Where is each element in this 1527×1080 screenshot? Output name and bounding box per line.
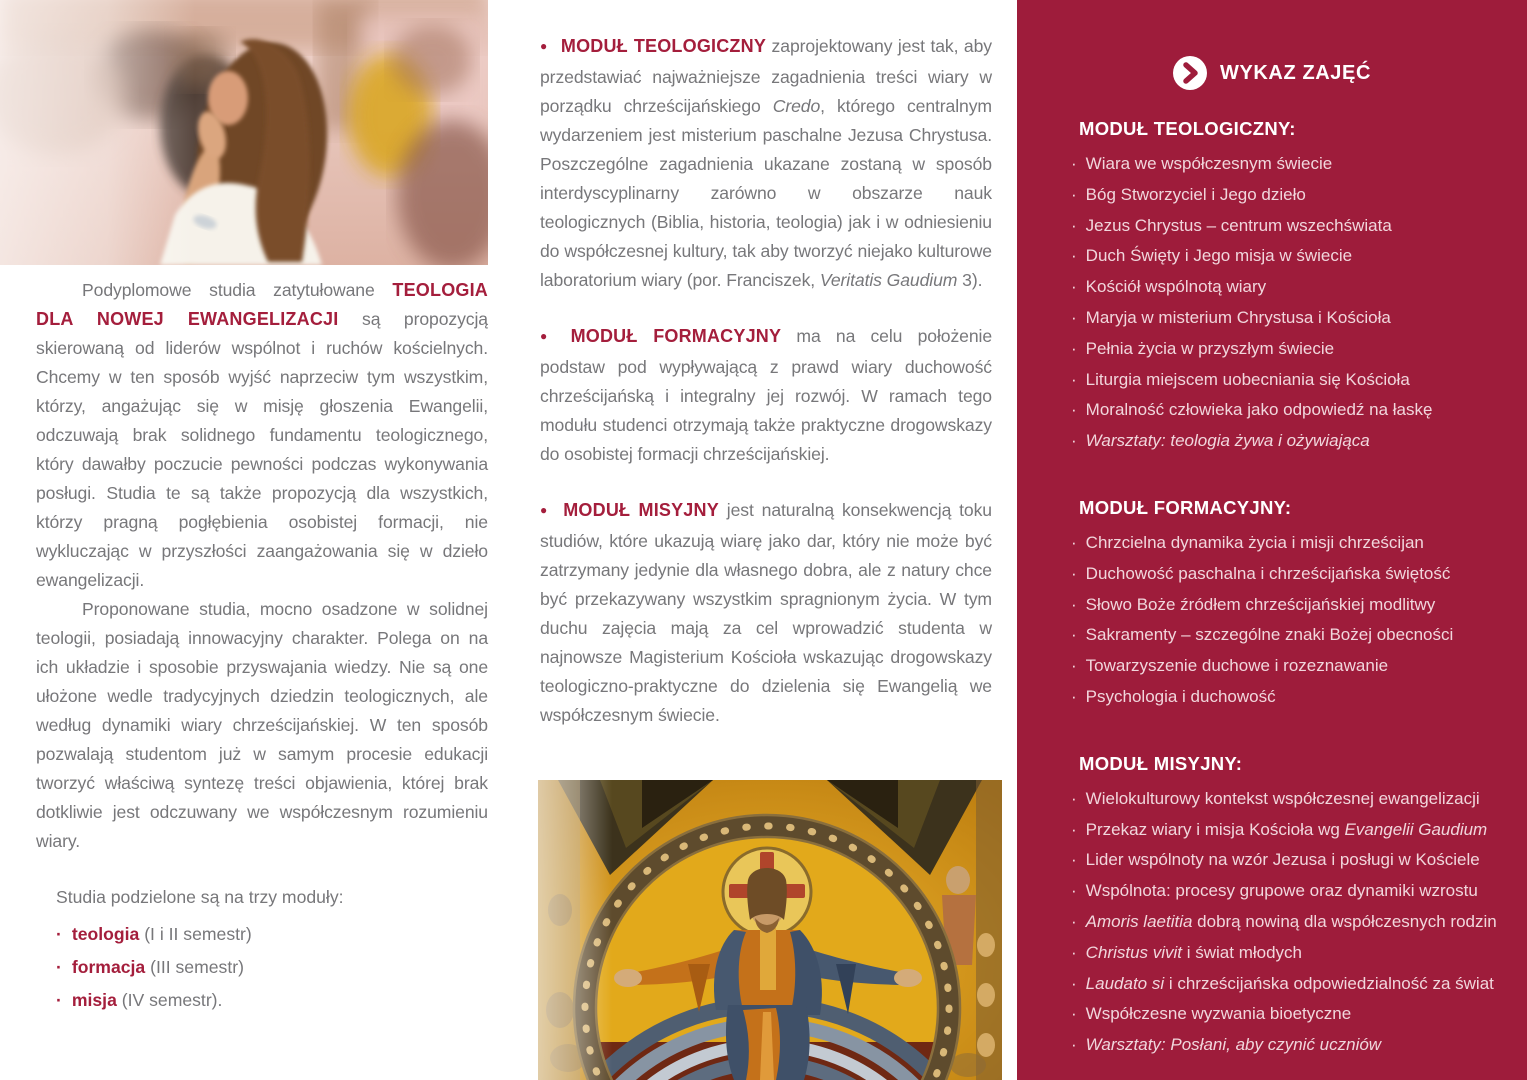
module-title-text: MODUŁ FORMACYJNY [570,326,782,346]
course-item-text: Towarzyszenie duchowe i rozeznawanie [1085,656,1389,676]
text-run: Credo [772,96,821,116]
bullet-icon: · [1071,594,1077,614]
panel-header [1017,0,1527,90]
module-name: formacja [71,957,146,977]
text-run: , którego centralnym wydarzeniem jest misterium paschalne Jezusa Chrystusa. Poszczególne zagadnienia ukazane zostaną w sposób interdyscyplinarny zarówno w obszarze nauk teologicznych (Biblia, historia, teologia) jak i w odniesieniu do współczesnej kultury, tak aby tworzyć niejako kulturowe laboratorium wiary (por. Franciszek, [540,96,992,290]
text-run: Veritatis Gaudium [819,270,958,290]
course-item-text: Pełnia życia w przyszłym świecie [1085,338,1335,358]
panel-title: WYKAZ ZAJĘĆ [1219,61,1372,84]
bullet-icon: · [1071,184,1077,204]
course-item-text: Maryja w misterium Chrystusa i Kościoła [1085,307,1391,327]
module-title-text: MODUŁ TEOLOGICZNY [560,36,767,56]
course-item [1071,395,1527,426]
course-item-text: Wiara we współczesnym świecie [1085,154,1333,173]
text-run: 3). [957,270,983,290]
course-list [1071,149,1527,457]
course-item [1071,365,1527,396]
course-item [1071,559,1527,590]
course-item [1071,845,1527,876]
bullet-icon: · [56,957,62,977]
course-item-text: Współczesne wyzwania bioetyczne [1085,1004,1352,1024]
module-bullet-item [56,984,488,1017]
bullet-icon: ● [540,39,548,53]
course-item-text: Lider wspólnoty na wzór Jezusa i posługi w Kościele [1085,850,1480,870]
bullet-icon: · [1071,819,1077,839]
text-run: ma na celu położenie podstaw pod wypływającą z prawd wiary duchowość chrześcijańską i integralny jej rozwój. W ramach tego modułu studenci otrzymają także praktyczne drogowskazy do osobistej formacji chrześcijańskiej. [540,326,992,464]
bullet-icon: · [1071,1035,1077,1055]
course-item [1071,334,1527,365]
bullet-icon: · [1071,911,1077,931]
course-item [1071,651,1527,682]
bullet-icon: · [1071,686,1077,706]
left-column [36,276,488,1017]
chevron-right-circle-icon [1173,56,1207,90]
bullet-icon: · [1071,881,1077,901]
bullet-icon: · [1071,400,1077,420]
course-item [1071,426,1527,457]
bullet-icon: · [1071,532,1077,552]
module-semester: (I i II semestr) [139,924,252,944]
module-name: misja [71,990,117,1010]
course-item [1071,815,1527,846]
course-item [1071,969,1527,1000]
bullet-icon: · [1071,788,1077,808]
module-name: teologia [71,924,140,944]
module-heading: MODUŁ FORMACYJNY: [1079,496,1292,518]
intro-paragraph [36,276,488,595]
course-item [1071,999,1527,1030]
text-run: jest naturalną konsekwencją toku studiów, które ukazują wiarę jako dar, który nie może być zatrzymany jedynie dla własnego dobra, ale z natury chce być przekazywany wszystkim spragnionym życia. W tym duchu zajęcia mają za cel wprowadzić studenta w najnowsze Magisterium Kościoła wskazując drogowskazy teologiczno-praktyczne do dzielenia się Ewangelią we współczesnym świecie. [540,500,992,725]
course-item-text: i świat młodych [1182,942,1303,962]
module-bullet-item [56,918,488,951]
module-formacyjny-paragraph [540,322,992,469]
course-module-section [1071,497,1527,713]
praying-woman-photo [0,0,488,265]
course-item-text: Chrzcielna dynamika życia i misji chrześcijan [1085,532,1424,552]
bullet-icon: · [1071,369,1077,389]
praying-woman-illustration [0,0,488,265]
course-item-text: Warsztaty: Posłani, aby czynić uczniów [1085,1035,1382,1055]
course-item [1071,149,1527,180]
bullet-icon: · [1071,307,1077,327]
course-item-text: Moralność człowieka jako odpowiedź na łaskę [1085,400,1433,420]
bullet-icon: · [1071,431,1077,451]
bullet-icon: · [1071,656,1077,676]
christ-mosaic-image [538,780,1002,1080]
course-item [1071,180,1527,211]
module-teologiczny-paragraph [540,32,992,295]
bullet-icon: · [1071,563,1077,583]
bullet-icon: · [1071,850,1077,870]
course-item-text: i chrześcijańska odpowiedzialność za świat [1164,973,1494,993]
course-item-text: Jezus Chrystus – centrum wszechświata [1085,215,1392,235]
course-item-text: Liturgia miejscem uobecniania się Kościoła [1085,369,1410,389]
course-item-text: Wielokulturowy kontekst współczesnej ewangelizacji [1085,788,1480,808]
course-item-text: Christus vivit [1085,942,1183,962]
bullet-icon: · [1071,973,1077,993]
modules-list [56,918,488,1017]
bullet-icon: · [1071,942,1077,962]
course-module-section [1071,753,1527,1061]
bullet-icon: · [1071,277,1077,297]
course-item [1071,876,1527,907]
bullet-icon: · [1071,625,1077,645]
course-item [1071,241,1527,272]
bullet-icon: · [1071,1004,1077,1024]
course-item [1071,272,1527,303]
modules-summary [36,882,488,1017]
bullet-icon: · [56,924,62,944]
course-item [1071,784,1527,815]
bullet-icon: · [1071,246,1077,266]
course-item [1071,1030,1527,1061]
course-item-text: Laudato si [1085,973,1165,993]
course-item [1071,620,1527,651]
text-run: są propozycją skierowaną od liderów wspólnot i ruchów kościelnych. Chcemy w ten sposób wyjść naprzeciw tym wszystkim, którzy, angażując się w misję głoszenia Ewangelii, odczuwają brak solidnego fundamentu teologicznego, który dawałby poczucie pewności podczas wykonywania posługi. Studia te są także propozycją dla wszystkich, którzy pragną pogłębienia osobistej formacji, nie wykluczając w przyszłości zaangażowania się w dzieło ewangelizacji. [36,309,488,590]
course-list [1071,784,1527,1061]
bullet-icon: ● [540,329,558,343]
course-item-text: dobrą nowiną dla współczesnych rodzin [1192,911,1497,931]
course-sections [1017,90,1527,1061]
bullet-icon: · [56,990,62,1010]
course-item [1071,528,1527,559]
course-item-text: Duch Święty i Jego misja w świecie [1085,246,1353,266]
course-item-text: Evangelii Gaudium [1344,819,1488,839]
christ-mosaic-illustration [538,780,1002,1080]
course-item-text: Bóg Stworzyciel i Jego dzieło [1085,184,1306,204]
course-module-section [1071,118,1527,457]
bullet-icon: · [1071,215,1077,235]
module-misyjny-paragraph [540,496,992,730]
module-semester: (III semestr) [145,957,244,977]
course-item-text: Przekaz wiary i misja Kościoła wg [1085,819,1345,839]
middle-column [540,32,992,730]
course-item [1071,303,1527,334]
course-item [1071,211,1527,242]
module-semester: (IV semestr). [116,990,223,1010]
text-run: Podyplomowe studia zatytułowane [82,280,393,300]
course-item-text: Warsztaty: teologia żywa i ożywiająca [1085,431,1370,451]
bullet-icon: ● [540,503,551,517]
bullet-icon: · [1071,338,1077,358]
course-item-text: Sakramenty – szczególne znaki Bożej obecności [1085,625,1454,645]
course-item-text: Amoris laetitia [1085,911,1193,931]
course-item-text: Słowo Boże źródłem chrześcijańskiej modlitwy [1085,594,1436,614]
module-bullet-item [56,951,488,984]
bullet-icon: · [1071,154,1077,173]
course-item [1071,938,1527,969]
course-item-text: Duchowość paschalna i chrześcijańska świętość [1085,563,1451,583]
module-title-text: MODUŁ MISYJNY [563,500,719,520]
module-title-text: TEOLOGIA DLA NOWEJ EWANGELIZACJI [36,280,488,329]
course-item-text: Wspólnota: procesy grupowe oraz dynamiki wzrostu [1085,881,1478,901]
course-list-panel [1017,0,1527,1080]
second-paragraph: Proponowane studia, mocno osadzone w solidnej teologii, posiadają innowacyjny charakter. Polega on na ich układzie i sposobie przyswajania wiedzy. Nie są one ułożone wedle tradycyjnych dziedzin teologicznych, ale według dynamiki wiary chrześcijańskiej. W ten sposób pozwalają studentom już w samym procesie edukacji tworzyć właściwą syntezę treści objawienia, której brak dotkliwie jest odczuwany we współczesnym rozumieniu wiary. [36,599,488,851]
modules-intro-line: Studia podzielone są na trzy moduły: [56,887,344,907]
text-run: zaprojektowany jest tak, aby przedstawiać najważniejsze zagadnienia treści wiary w porządku chrześcijańskiego [540,36,992,116]
course-item-text: Psychologia i duchowość [1085,686,1276,706]
module-heading: MODUŁ TEOLOGICZNY: [1079,118,1296,139]
course-item [1071,590,1527,621]
course-list [1071,528,1527,713]
course-item [1071,907,1527,938]
course-item-text: Kościół wspólnotą wiary [1085,277,1267,297]
module-heading: MODUŁ MISYJNY: [1079,752,1243,774]
course-item [1071,682,1527,713]
